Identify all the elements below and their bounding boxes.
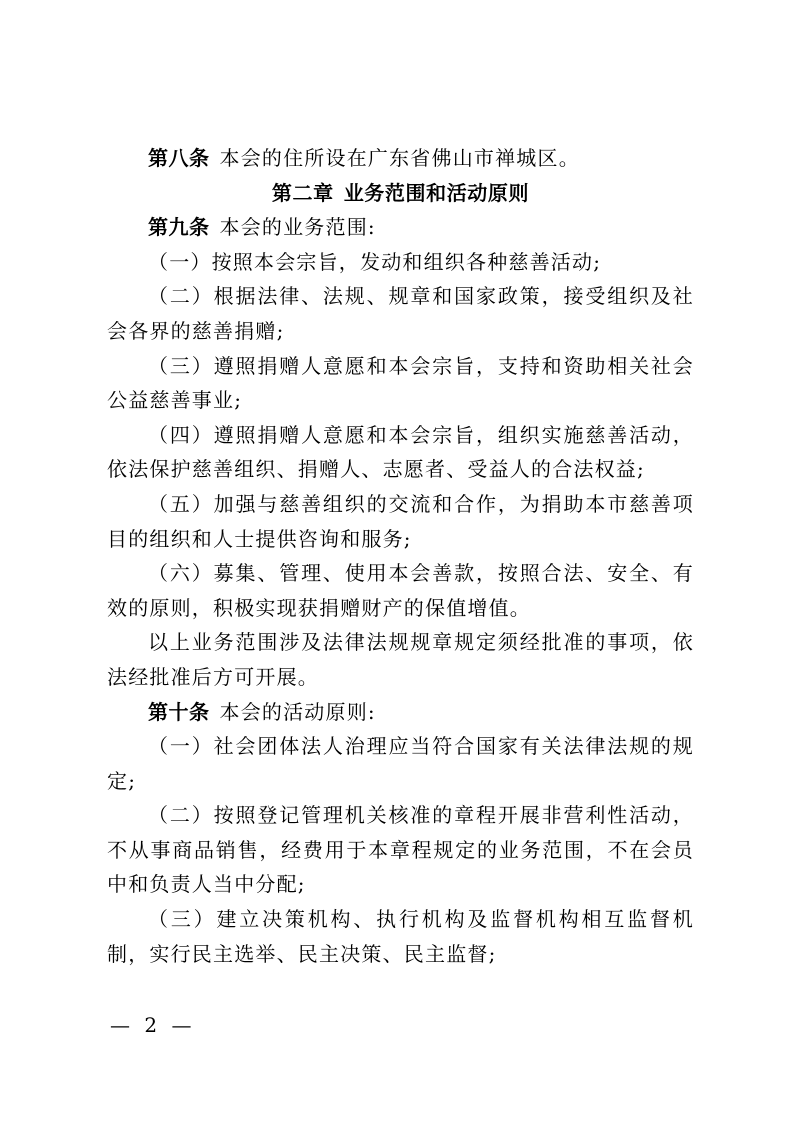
article-9-item: （二）根据法律、法规、规章和国家政策，接受组织及社会各界的慈善捐赠; [107, 284, 694, 343]
article-9-item: （六）募集、管理、使用本会善款，按照合法、安全、有效的原则，积极实现获捐赠财产的保值增值。 [107, 561, 694, 620]
article-10-label: 第十条 [148, 699, 210, 724]
article-10-item: （三）建立决策机构、执行机构及监督机构相互监督机制，实行民主选举、民主决策、民主监督; [107, 907, 694, 966]
article-9-text: 本会的业务范围: [219, 215, 376, 240]
article-9 [107, 210, 694, 245]
article-8 [107, 141, 694, 176]
article-9-item: （三）遵照捐赠人意愿和本会宗旨，支持和资助相关社会公益慈善事业; [107, 353, 694, 413]
article-9-label: 第九条 [148, 215, 210, 240]
chapter-2-heading [107, 176, 694, 211]
chapter-2-number: 第二章 [271, 180, 334, 205]
article-10-text: 本会的活动原则: [219, 699, 376, 724]
page-number: — 2 — [110, 1013, 196, 1037]
document-body [107, 141, 694, 971]
article-8-text: 本会的住所设在广东省佛山市禅城区。 [219, 146, 580, 170]
chapter-2-title: 业务范围和活动原则 [343, 180, 530, 205]
article-10-item: （二）按照登记管理机关核准的章程开展非营利性活动，不从事商品销售，经费用于本章程规定的业务范围，不在会员中和负责人当中分配; [107, 803, 694, 897]
article-9-item: （一）按照本会宗旨，发动和组织各种慈善活动; [148, 249, 602, 274]
article-10 [107, 695, 694, 730]
article-10-item: （一）社会团体法人治理应当符合国家有关法律法规的规定; [107, 734, 694, 793]
article-9-item: （五）加强与慈善组织的交流和合作，为捐助本市慈善项目的组织和人士提供咨询和服务; [107, 491, 694, 551]
article-9-note: 以上业务范围涉及法律法规规章规定须经批准的事项，依法经批准后方可开展。 [107, 630, 694, 689]
article-8-label: 第八条 [148, 146, 210, 170]
article-9-item: （四）遵照捐赠人意愿和本会宗旨，组织实施慈善活动，依法保护慈善组织、捐赠人、志愿者、受益人的合法权益; [107, 422, 694, 482]
